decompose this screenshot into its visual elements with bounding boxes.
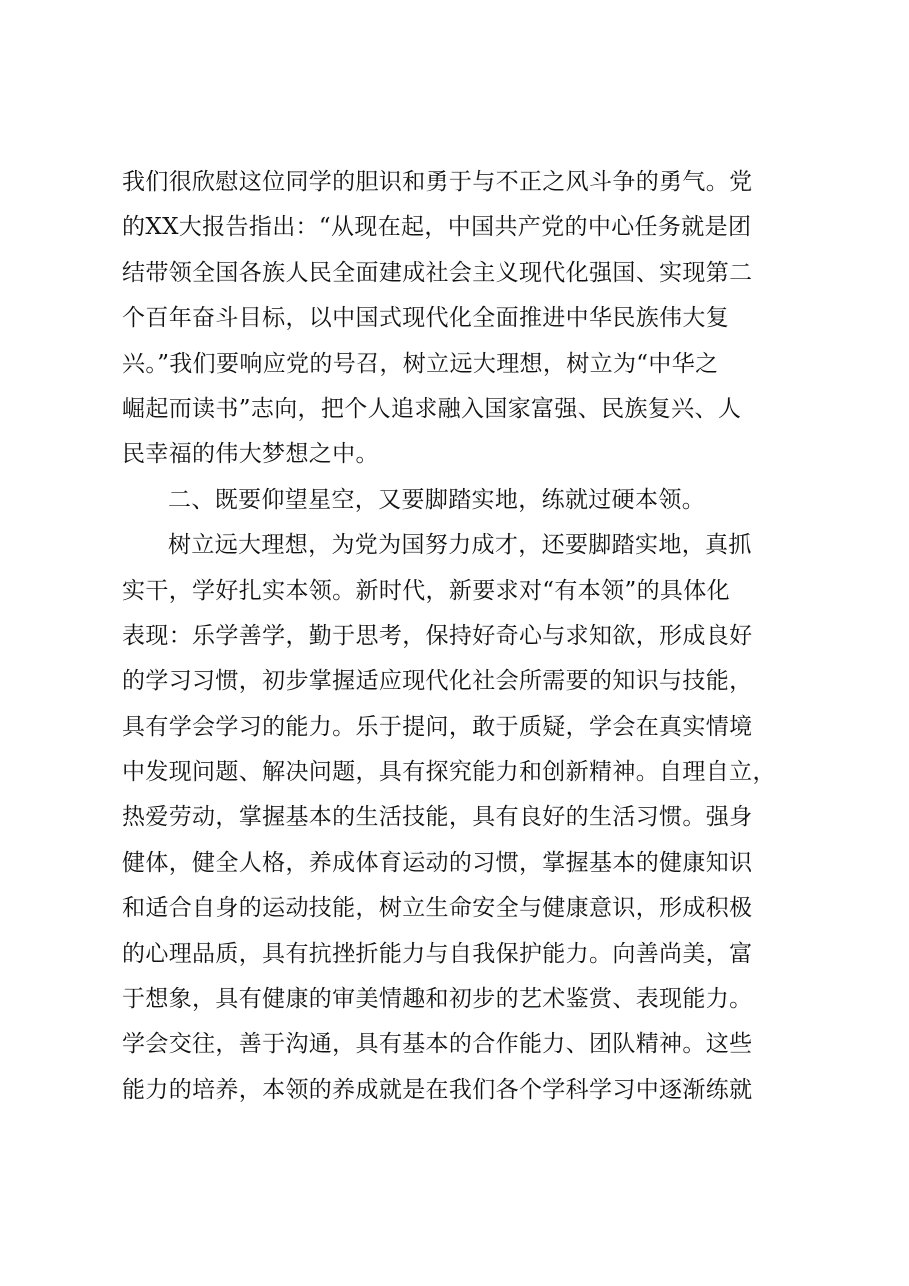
text-line: 我们很欣慰这位同学的胆识和勇于与不正之风斗争的勇气。党 (122, 169, 753, 195)
text-line: 表现：乐学善学，勤于思考，保持好奇心与求知欲，形成良好 (122, 622, 753, 649)
text-line: 个百年奋斗目标，以中国式现代化全面推进中华民族伟大复 (122, 305, 730, 332)
text-line: 崛起而读书”志向，把个人追求融入国家富强、民族复兴、人 (122, 395, 742, 422)
text-line: 学会交往，善于沟通，具有基本的合作能力、团队精神。这些 (122, 1031, 753, 1058)
text-line: 具有学会学习的能力。乐于提问，敢于质疑，学会在真实情境 (122, 713, 753, 740)
text-line: 民幸福的伟大梦想之中。 (122, 441, 379, 468)
text-line: 结带领全国各族人民全面建成社会主义现代化强国、实现第二 (122, 259, 753, 286)
text-line: 兴。”我们要响应党的号召，树立远大理想，树立为“中华之 (122, 350, 719, 377)
text-line: 于想象，具有健康的审美情趣和初步的艺术鉴赏、表现能力。 (122, 986, 753, 1013)
text-line: 和适合自身的运动技能，树立生命安全与健康意识，形成积极 (122, 895, 753, 922)
text-line: 实干，学好扎实本领。新时代，新要求对“有本领”的具体化 (122, 577, 730, 604)
text-line: 热爱劳动，掌握基本的生活技能，具有良好的生活习惯。强身 (122, 804, 753, 831)
section-heading: 二、既要仰望星空，又要脚踏实地，练就过硬本领。 (168, 486, 706, 513)
text-line: 中发现问题、解决问题，具有探究能力和创新精神。自理自立， (122, 759, 776, 786)
body-text (122, 160, 812, 1113)
text-line: 的心理品质，具有抗挫折能力与自我保护能力。向善尚美，富 (122, 940, 753, 967)
text-line: 健体，健全人格，养成体育运动的习惯，掌握基本的健康知识 (122, 849, 753, 876)
text-line: 的学习习惯，初步掌握适应现代化社会所需要的知识与技能， (122, 668, 753, 695)
text-line: 的XX大报告指出：“从现在起，中国共产党的中心任务就是团 (122, 214, 752, 241)
text-line: 能力的培养，本领的养成就是在我们各个学科学习中逐渐练就 (122, 1076, 753, 1103)
text-line: 树立远大理想，为党为国努力成才，还要脚踏实地，真抓 (168, 532, 752, 559)
